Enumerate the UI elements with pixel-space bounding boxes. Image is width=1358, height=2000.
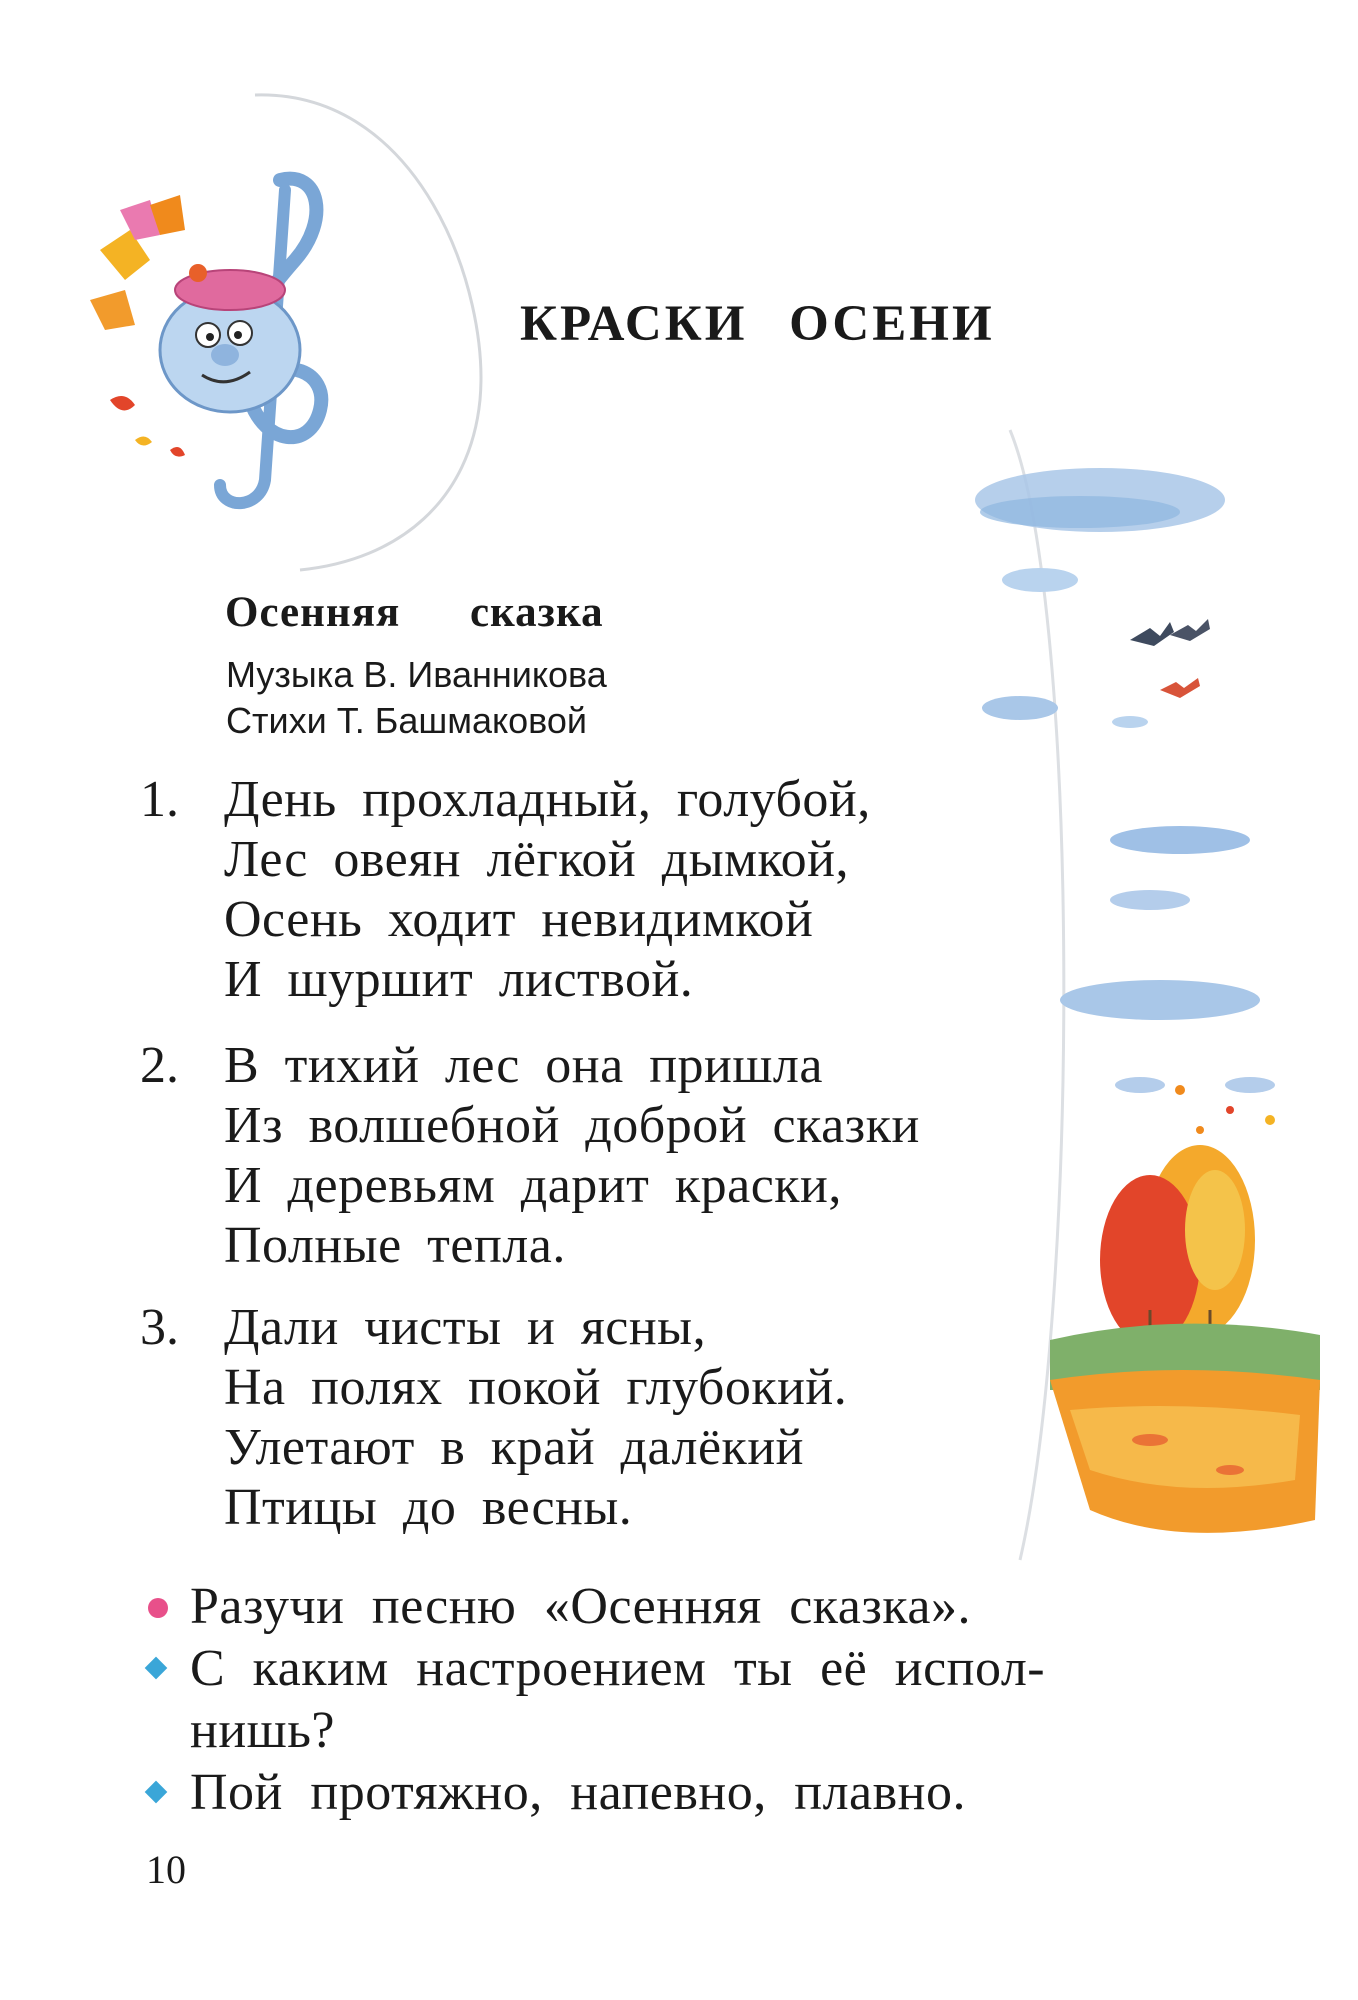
verse-number: 2.	[140, 1037, 179, 1094]
verse-line: Дали чисты и ясны,	[224, 1299, 707, 1356]
verse-line: И шуршит листвой.	[224, 951, 694, 1008]
verse-number: 1.	[140, 771, 179, 828]
verse-line: На полях покой глубокий.	[224, 1359, 848, 1416]
sky-with-birds-illustration	[930, 440, 1230, 740]
task-text: Разучи песню «Осенняя сказка».	[190, 1578, 971, 1635]
verse-line: Лес овеян лёгкой дымкой,	[224, 831, 850, 888]
task-item	[140, 1638, 1046, 1700]
task-list	[140, 1576, 1046, 1824]
blue-diamond-bullet-icon	[145, 1781, 168, 1804]
page-title: КРАСКИ ОСЕНИ	[520, 296, 995, 352]
task-item	[140, 1576, 995, 1638]
verse-line: Улетают в край далёкий	[224, 1419, 804, 1476]
task-text: Пой протяжно, напевно, плавно.	[190, 1764, 966, 1821]
verse-line: И деревьям дарит краски,	[224, 1157, 842, 1214]
task-text: нишь?	[190, 1702, 335, 1759]
verse-number: 3.	[140, 1299, 179, 1356]
verse-line: Птицы до весны.	[224, 1479, 633, 1536]
verse-line: Полные тепла.	[224, 1217, 566, 1274]
bird-icon	[1170, 619, 1210, 641]
verse-line: Из волшебной доброй сказки	[224, 1097, 920, 1154]
autumn-trees-illustration	[1030, 790, 1330, 1540]
verse-line: В тихий лес она пришла	[224, 1037, 823, 1094]
bird-icon	[1160, 678, 1200, 698]
verse-line: День прохладный, голубой,	[224, 771, 871, 828]
bird-icon	[1130, 622, 1174, 646]
treble-clef-mascot-icon	[80, 150, 360, 520]
page-number: 10	[146, 1847, 186, 1892]
task-item	[140, 1762, 995, 1824]
pink-circle-bullet-icon	[148, 1598, 168, 1618]
task-item-continuation	[140, 1700, 995, 1762]
music-credit: Музыка В. Иванникова	[226, 654, 607, 695]
blue-diamond-bullet-icon	[145, 1657, 168, 1680]
task-text: С каким настроением ты её испол-	[190, 1640, 1046, 1697]
song-title: Осенняя сказка	[225, 589, 604, 636]
verse-line: Осень ходит невидимкой	[224, 891, 814, 948]
lyrics-credit: Стихи Т. Башмаковой	[226, 700, 588, 741]
